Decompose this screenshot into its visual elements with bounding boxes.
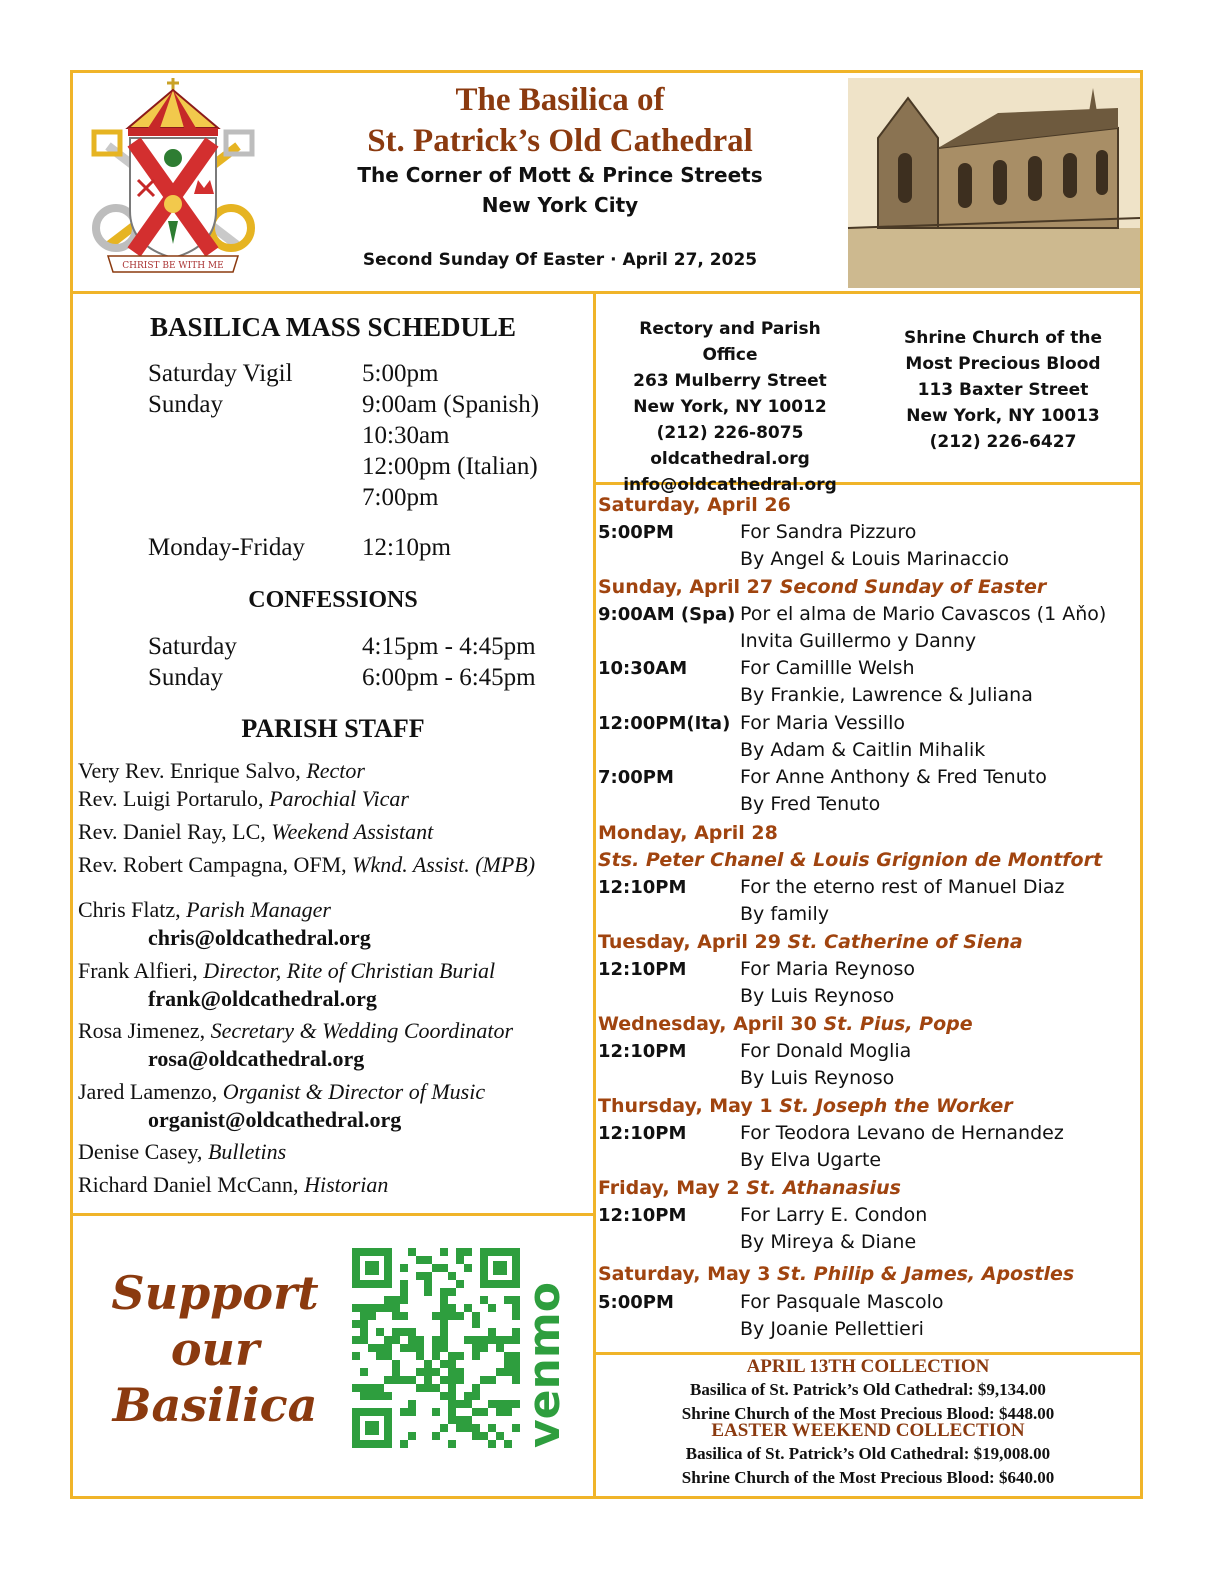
staff-role: Wknd. Assist. (MPB) xyxy=(352,852,536,877)
mass-time: 12:10PM xyxy=(598,1041,687,1062)
mass-time: 9:00AM (Spa) xyxy=(598,604,736,625)
collection-line: Shrine Church of the Most Precious Blood: $448.00 xyxy=(681,1404,1055,1423)
staff-member xyxy=(78,956,495,986)
website-link[interactable]: oldcathedral.org xyxy=(650,449,810,469)
umbraculum-icon xyxy=(128,78,218,136)
intention-for: For Pasquale Mascolo xyxy=(740,1291,944,1313)
mass-time: 10:30AM xyxy=(598,658,688,679)
rectory-line: Rectory and Parish Office xyxy=(639,319,821,365)
intention-for: For Teodora Levano de Hernandez xyxy=(740,1122,1064,1144)
day-label: Sunday, April 27 xyxy=(598,576,780,598)
schedule-day: Sunday xyxy=(148,391,223,418)
feast-label: St. Philip & James, Apostles xyxy=(777,1263,1075,1285)
intention-for: For Sandra Pizzuro xyxy=(740,521,917,543)
staff-member xyxy=(78,895,331,925)
intention-day xyxy=(598,822,778,844)
staff-name: Rev. Robert Campagna, OFM, xyxy=(78,852,353,877)
mass-time: 12:10PM xyxy=(598,959,687,980)
feast-label: St. Pius, Pope xyxy=(823,1013,973,1035)
staff-email-link[interactable]: frank@oldcathedral.org xyxy=(148,986,377,1011)
staff-role: Historian xyxy=(304,1172,389,1197)
intention-for: For Larry E. Condon xyxy=(740,1204,928,1226)
day-label: Thursday, May 1 xyxy=(598,1095,780,1117)
collection-line: Basilica of St. Patrick’s Old Cathedral: $9,134.00 xyxy=(690,1380,1046,1399)
mass-schedule-heading: BASILICA MASS SCHEDULE xyxy=(149,312,517,342)
cathedral-engraving-image xyxy=(848,78,1140,288)
intention-by: Invita Guillermo y Danny xyxy=(740,630,977,652)
support-line: our xyxy=(170,1322,260,1376)
confession-time: 4:15pm - 4:45pm xyxy=(362,633,536,660)
email-link[interactable]: info@oldcathedral.org xyxy=(623,475,837,495)
staff-member xyxy=(78,1170,388,1200)
support-line: Support xyxy=(111,1266,319,1320)
intention-for: For Anne Anthony & Fred Tenuto xyxy=(740,766,1047,788)
shrine-line: 113 Baxter Street xyxy=(917,380,1089,400)
confessions-heading: CONFESSIONS xyxy=(248,587,418,613)
staff-member xyxy=(78,1016,513,1046)
day-label: Saturday, May 3 xyxy=(598,1263,778,1285)
intention-by: By family xyxy=(740,903,829,925)
intention-by: By Luis Reynoso xyxy=(740,985,895,1007)
header-subtitle xyxy=(300,160,820,220)
schedule-day: Monday-Friday xyxy=(148,534,305,561)
staff-name: Richard Daniel McCann, xyxy=(78,1172,305,1197)
staff-role: Weekend Assistant xyxy=(271,819,434,844)
staff-role: Secretary & Wedding Coordinator xyxy=(210,1018,514,1043)
intention-day xyxy=(598,1177,901,1199)
intention-by: By Adam & Caitlin Mihalik xyxy=(740,739,986,761)
rectory-line: (212) 226-8075 xyxy=(656,423,804,443)
collection-heading: APRIL 13TH COLLECTION xyxy=(746,1356,990,1377)
staff-heading: PARISH STAFF xyxy=(241,714,425,743)
staff-role: Organist & Director of Music xyxy=(222,1079,486,1104)
mass-time: 12:10PM xyxy=(598,877,687,898)
staff-role: Parochial Vicar xyxy=(269,786,409,811)
shield-icon xyxy=(130,138,216,258)
shrine-line: Shrine Church of the xyxy=(903,328,1103,348)
mass-time: 12:10PM xyxy=(598,1205,687,1226)
feast-label: St. Catherine of Siena xyxy=(787,931,1023,953)
schedule-day: Saturday Vigil xyxy=(148,360,293,387)
schedule-time: 12:10pm xyxy=(362,534,451,561)
feast-label: St. Athanasius xyxy=(746,1177,901,1199)
intention-by: By Mireya & Diane xyxy=(740,1231,917,1253)
rectory-address xyxy=(610,316,850,498)
mass-time: 12:00PM(Ita) xyxy=(598,713,731,734)
venmo-qr-code-icon[interactable] xyxy=(352,1248,520,1448)
schedule-time: 7:00pm xyxy=(362,484,439,511)
support-text xyxy=(90,1265,340,1433)
staff-name: Rosa Jimenez, xyxy=(78,1018,211,1043)
staff-member xyxy=(78,756,365,786)
staff-name: Frank Alfieri, xyxy=(78,958,204,983)
day-label: Tuesday, April 29 xyxy=(598,931,788,953)
intention-feast xyxy=(598,849,1102,871)
shrine-line: (212) 226-6427 xyxy=(929,432,1077,452)
schedule-time: 5:00pm xyxy=(362,360,439,387)
shrine-line: New York, NY 10013 xyxy=(906,406,1100,426)
staff-member xyxy=(78,817,433,847)
intention-by: By Frankie, Lawrence & Juliana xyxy=(740,684,1033,706)
subtitle-line-1: The Corner of Mott & Prince Streets xyxy=(357,163,763,187)
intention-day xyxy=(598,931,1023,953)
venmo-wordmark: venmo xyxy=(519,1282,570,1448)
staff-role: Director, Rite of Christian Burial xyxy=(203,958,496,983)
staff-name: Very Rev. Enrique Salvo, xyxy=(78,758,307,783)
intention-by: By Elva Ugarte xyxy=(740,1149,882,1171)
support-line: Basilica xyxy=(112,1378,318,1432)
staff-name: Chris Flatz, xyxy=(78,897,187,922)
staff-email-link[interactable]: chris@oldcathedral.org xyxy=(148,925,371,950)
intention-for: Por el alma de Mario Cavascos (1 Aňo) xyxy=(740,603,1107,625)
staff-email-link[interactable]: rosa@oldcathedral.org xyxy=(148,1046,365,1071)
staff-email-link[interactable]: organist@oldcathedral.org xyxy=(148,1107,402,1132)
intention-by: By Fred Tenuto xyxy=(740,793,881,815)
shrine-address xyxy=(893,325,1113,455)
rectory-line: 263 Mulberry Street xyxy=(633,371,827,391)
intention-for: For Maria Reynoso xyxy=(740,958,916,980)
feast-label: Second Sunday of Easter xyxy=(779,576,1047,598)
basilica-crest xyxy=(88,76,258,281)
intention-for: For the eterno rest of Manuel Diaz xyxy=(740,876,1065,898)
intention-for: For Maria Vessillo xyxy=(740,712,906,734)
intention-for: For Donald Moglia xyxy=(740,1040,912,1062)
crest-banner-text: CHRIST BE WITH ME xyxy=(122,261,224,271)
intention-by: By Angel & Louis Marinaccio xyxy=(740,548,1010,570)
staff-member xyxy=(78,1137,286,1167)
confession-day: Saturday xyxy=(148,633,237,660)
collection-heading: EASTER WEEKEND COLLECTION xyxy=(711,1420,1025,1441)
mass-time: 7:00PM xyxy=(598,767,674,788)
staff-member xyxy=(78,1077,485,1107)
staff-name: Jared Lamenzo, xyxy=(78,1079,223,1104)
staff-member xyxy=(78,850,535,880)
day-label: Saturday, April 26 xyxy=(598,494,791,516)
title-line-2: St. Patrick’s Old Cathedral xyxy=(367,123,753,159)
staff-member xyxy=(78,784,409,814)
shrine-line: Most Precious Blood xyxy=(905,354,1101,374)
confession-day: Sunday xyxy=(148,664,223,691)
subtitle-line-2: New York City xyxy=(481,193,639,217)
staff-name: Rev. Luigi Portarulo, xyxy=(78,786,270,811)
day-label: Wednesday, April 30 xyxy=(598,1013,824,1035)
confession-time: 6:00pm - 6:45pm xyxy=(362,664,536,691)
feast-label: St. Joseph the Worker xyxy=(779,1095,1013,1117)
intention-by: By Luis Reynoso xyxy=(740,1067,895,1089)
staff-name: Denise Casey, xyxy=(78,1139,208,1164)
schedule-time: 10:30am xyxy=(362,422,450,449)
mass-time: 5:00PM xyxy=(598,1292,674,1313)
intention-day xyxy=(598,1095,1013,1117)
intention-by: By Joanie Pellettieri xyxy=(740,1318,924,1340)
mass-time: 5:00PM xyxy=(598,522,674,543)
bulletin-date: Second Sunday Of Easter · April 27, 2025 xyxy=(362,250,758,270)
collection-line: Basilica of St. Patrick’s Old Cathedral: $19,008.00 xyxy=(685,1444,1051,1463)
title-line-1: The Basilica of xyxy=(455,82,665,118)
schedule-time: 9:00am (Spanish) xyxy=(362,391,540,418)
staff-role: Parish Manager xyxy=(186,897,331,922)
rectory-line: New York, NY 10012 xyxy=(633,397,827,417)
intention-day xyxy=(598,1263,1074,1285)
intention-day xyxy=(598,1013,973,1035)
day-label: Friday, May 2 xyxy=(598,1177,747,1199)
mass-time: 12:10PM xyxy=(598,1123,687,1144)
feast-label: Sts. Peter Chanel & Louis Grignion de Montfort xyxy=(598,849,1103,871)
intention-day xyxy=(598,576,1046,598)
staff-role: Bulletins xyxy=(207,1139,287,1164)
collection-line: Shrine Church of the Most Precious Blood: $640.00 xyxy=(681,1468,1055,1487)
venmo-logo xyxy=(519,1258,570,1448)
page-title xyxy=(300,80,820,162)
intention-for: For Camillle Welsh xyxy=(740,657,915,679)
schedule-time: 12:00pm (Italian) xyxy=(362,453,538,480)
staff-name: Rev. Daniel Ray, LC, xyxy=(78,819,272,844)
day-label: Monday, April 28 xyxy=(598,822,778,844)
staff-role: Rector xyxy=(306,758,365,783)
intention-day xyxy=(598,494,791,516)
